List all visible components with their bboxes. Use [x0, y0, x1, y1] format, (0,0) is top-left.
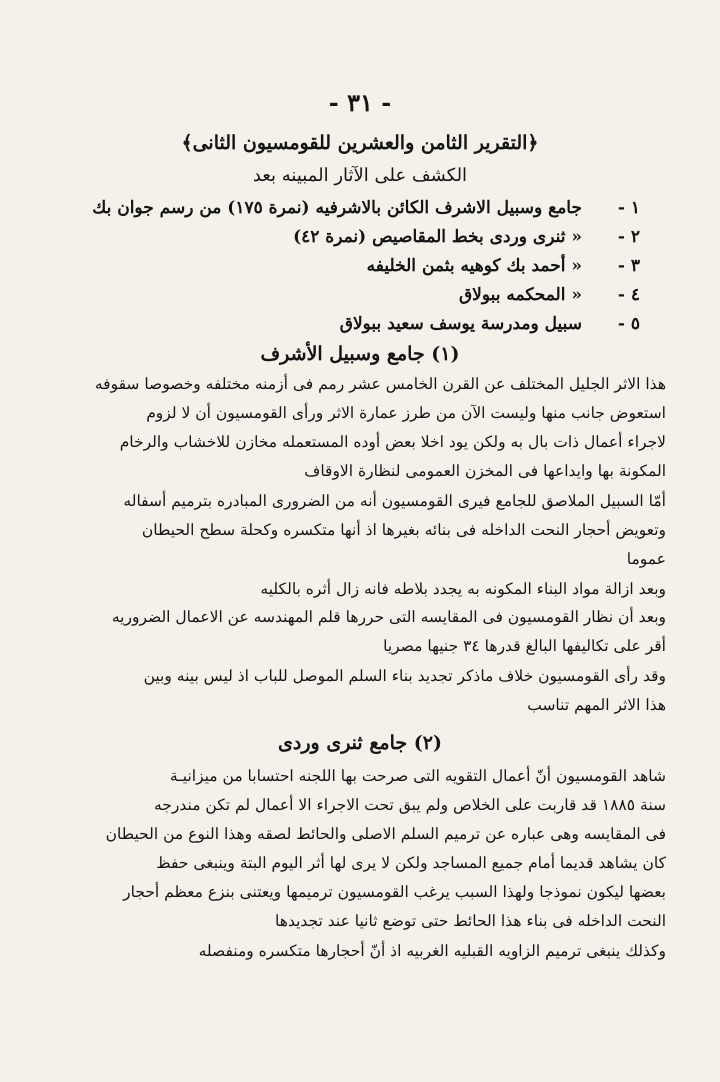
- section-heading-ashraf: (١) جامع وسبيل الأشرف: [260, 343, 460, 365]
- text-line: النحت الداخله فى بناء هذا الحائط حتى توضع ثانيا عند تجديدها: [275, 912, 666, 930]
- text-line: أمّا السبيل الملاصق للجامع فيرى القومسيون أنه من الضرورى المبادره بترميم أسفاله: [123, 492, 666, 510]
- list-item: [40, 256, 640, 285]
- list-item-text: « ثنرى وردى بخط المقاصيص (نمرة ٤٢): [293, 227, 582, 247]
- section-heading-tanri-werdi: (٢) جامع ثنرى وردى: [278, 732, 442, 754]
- text-line: وقد رأى القومسيون خلاف ماذكر تجديد بناء السلم الموصل للباب اذ ليس بينه وبين: [143, 667, 666, 685]
- text-line: كان يشاهد قديما أمام جميع المساجد ولكن لا يرى لها أثر اليوم البتة وينبغى حفظ: [156, 854, 666, 872]
- text-line: هذا الاثر الجليل المختلف عن القرن الخامس عشر رمم فى أزمنه مختلفه وخصوصا سقوفه: [94, 375, 666, 393]
- list-item-number: ٤ -: [617, 285, 640, 305]
- text-line: وبعد أن نظار القومسيون فى المقايسه التى حررها قلم المهندسه عن الاعمال الضروريه: [111, 608, 666, 626]
- report-title: ﴿التقرير الثامن والعشرين للقومسيون الثانى﴾: [181, 132, 539, 154]
- text-line: لاجراء أعمال ذات بال به ولكن يود اخلا بعض أوده المستعمله مخازن للاخشاب والرخام: [119, 433, 666, 451]
- paragraph: [58, 937, 666, 966]
- text-line: هذا الاثر المهم تناسب: [527, 696, 666, 714]
- paragraph: [58, 370, 666, 486]
- list-item: [40, 285, 640, 314]
- paragraph: [58, 487, 666, 574]
- list-item-number: ٢ -: [617, 227, 640, 247]
- list-item: [40, 227, 640, 256]
- text-line: وتعويض أحجار النحت الداخله فى بنائه بغيرها اذ أنها متكسره وكحلة سطح الحيطان: [141, 521, 666, 539]
- text-line: أقر على تكاليفها البالغ قدرها ٣٤ جنيها مصريا: [383, 637, 666, 655]
- text-line: المكونة بها وايداعها فى المخزن العمومى لنظارة الاوقاف: [304, 462, 666, 480]
- list-item-text: سبيل ومدرسة يوسف سعيد ببولاق: [339, 314, 582, 334]
- list-item-text: « المحكمه ببولاق: [458, 285, 582, 305]
- list-item-number: ٥ -: [617, 314, 640, 334]
- list-item-number: ٣ -: [617, 256, 640, 276]
- list-item-text: جامع وسبيل الاشرف الكائن بالاشرفيه (نمرة ١٧٥) من رسم جوان بك: [92, 198, 582, 218]
- paragraph: [58, 575, 666, 604]
- list-item: [40, 314, 640, 343]
- paragraph: [58, 762, 666, 936]
- text-line: شاهد القومسيون أنّ أعمال التقويه التى صرحت بها اللجنه احتسابا من ميزانيـة: [169, 767, 666, 785]
- list-item: [40, 198, 640, 227]
- list-intro: الكشف على الآثار المبينه بعد: [252, 165, 468, 186]
- text-line: وكذلك ينبغى ترميم الزاويه القبليه الغربيه اذ أنّ أحجارها متكسره ومنفصله: [198, 942, 666, 960]
- text-line: عموما: [626, 550, 666, 568]
- text-line: استعوض جانب منها وليست الآن من طرز عمارة الاثر ورأى القومسيون أن لا لزوم: [146, 404, 666, 422]
- text-line: بعضها ليكون نموذجا ولهذا السبب يرغب القومسيون ترميمها ويعتنى بنزع معظم أحجار: [123, 883, 666, 901]
- text-line: سنة ١٨٨٥ قد قاربت على الخلاص ولم يبق تحت الاجراء الا أعمال لم تكن مندرجه: [154, 796, 666, 814]
- paragraph: [58, 603, 666, 661]
- text-line: فى المقايسه وهى عباره عن ترميم السلم الاصلى والحائط لصقه وهذا النوع من الحيطان: [105, 825, 666, 843]
- paragraph: [58, 662, 666, 720]
- text-line: وبعد ازالة مواد البناء المكونه به يجدد بلاطه فانه زال أثره بالكليه: [260, 580, 666, 598]
- monument-list: [40, 198, 640, 343]
- page-number: - ٣١ -: [328, 88, 392, 117]
- list-item-number: ١ -: [617, 198, 640, 218]
- list-item-text: « أحمد بك كوهيه بثمن الخليفه: [366, 256, 582, 276]
